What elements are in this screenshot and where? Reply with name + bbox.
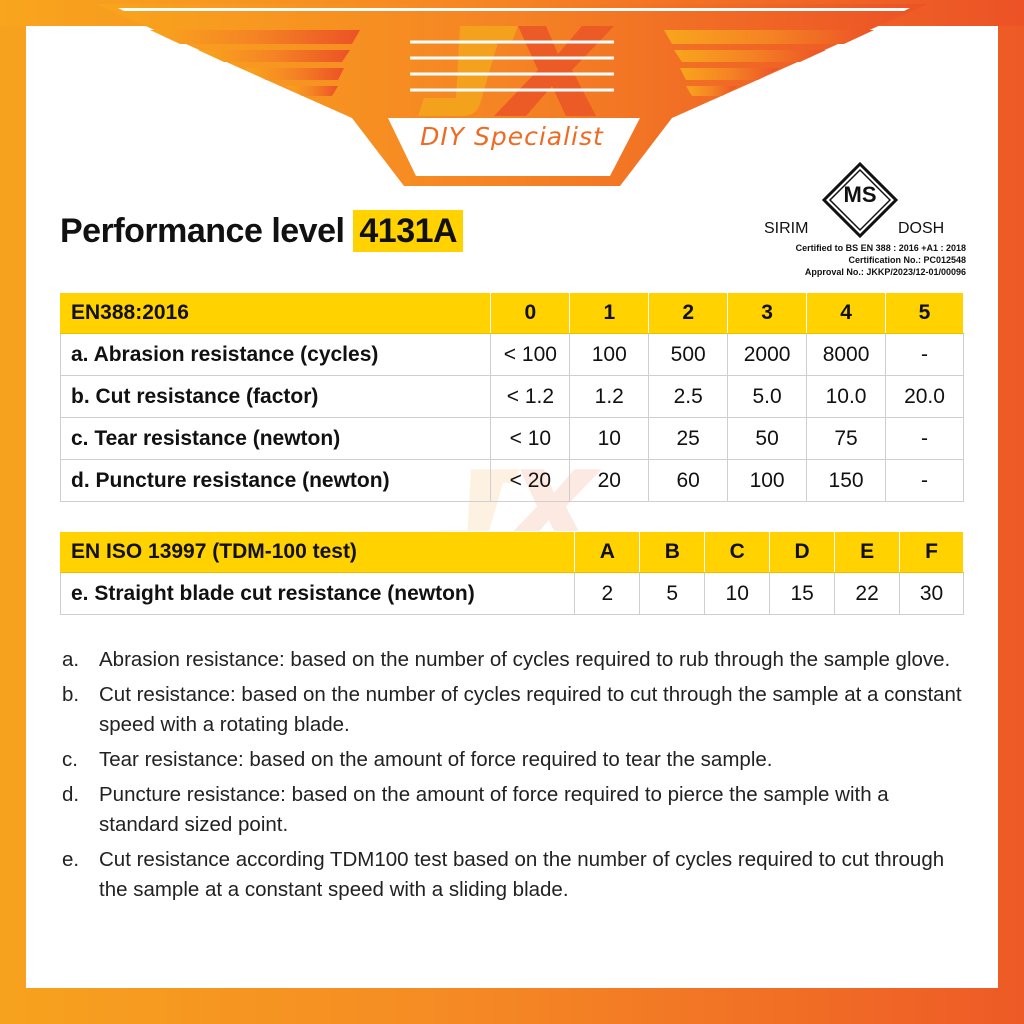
table-row	[61, 376, 964, 418]
table-cell: 2	[575, 573, 640, 615]
note-marker: a.	[62, 648, 80, 671]
table-row	[61, 334, 964, 376]
table-cell: 60	[649, 460, 728, 502]
note-text: Abrasion resistance: based on the number of cycles required to rub through the sample glove.	[99, 648, 951, 671]
level-header-5: 5	[886, 293, 964, 334]
list-item	[62, 845, 972, 905]
table-cell: 2000	[728, 334, 807, 376]
note-text: Puncture resistance: based on the amount of force required to pierce the sample with a standard sized point.	[99, 783, 889, 836]
level-header-3: 3	[728, 293, 807, 334]
note-marker: d.	[62, 783, 80, 806]
row-label: b. Cut resistance (factor)	[61, 376, 491, 418]
row-label: d. Puncture resistance (newton)	[61, 460, 491, 502]
page-title	[60, 212, 463, 251]
grade-header-f: F	[900, 532, 964, 573]
note-text: Tear resistance: based on the amount of force required to tear the sample.	[99, 748, 773, 771]
table-cell: < 1.2	[491, 376, 570, 418]
level-header-0: 0	[491, 293, 570, 334]
table-cell: 22	[835, 573, 900, 615]
cert-line-number: Certification No.: PC012548	[848, 255, 966, 265]
table-cell: 8000	[807, 334, 886, 376]
list-item	[62, 780, 972, 840]
title-prefix: Performance level	[60, 212, 345, 250]
table-cell: 100	[570, 334, 649, 376]
table-cell: < 20	[491, 460, 570, 502]
table-cell: 5.0	[728, 376, 807, 418]
table-row	[61, 573, 964, 615]
jx-logo-icon	[400, 20, 624, 120]
level-header-4: 4	[807, 293, 886, 334]
table-cell: -	[886, 334, 964, 376]
table-cell: 5	[640, 573, 705, 615]
cert-line-standard: Certified to BS EN 388 : 2016 +A1 : 2018	[795, 243, 966, 253]
grade-header-c: C	[705, 532, 770, 573]
list-item	[62, 745, 972, 775]
level-header-1: 1	[570, 293, 649, 334]
performance-level-badge: 4131A	[353, 210, 463, 252]
table-cell: 2.5	[649, 376, 728, 418]
table-cell: < 100	[491, 334, 570, 376]
table-cell: 10	[705, 573, 770, 615]
note-marker: c.	[62, 748, 78, 771]
grade-header-e: E	[835, 532, 900, 573]
table-cell: 50	[728, 418, 807, 460]
row-label: a. Abrasion resistance (cycles)	[61, 334, 491, 376]
table-cell: 20	[570, 460, 649, 502]
table-row	[61, 460, 964, 502]
certification-block	[740, 160, 980, 278]
row-label: e. Straight blade cut resistance (newton)	[61, 573, 575, 615]
table-cell: 15	[770, 573, 835, 615]
table-cell: 1.2	[570, 376, 649, 418]
table-cell: 500	[649, 334, 728, 376]
row-label: c. Tear resistance (newton)	[61, 418, 491, 460]
ms-logo-text: MS	[843, 182, 877, 207]
notes-list	[62, 645, 972, 910]
table-cell: 25	[649, 418, 728, 460]
level-header-2: 2	[649, 293, 728, 334]
table-cell: 100	[728, 460, 807, 502]
table-cell: 75	[807, 418, 886, 460]
table-cell: 10.0	[807, 376, 886, 418]
table-cell: 30	[900, 573, 964, 615]
sirim-label: SIRIM	[764, 220, 809, 237]
en388-header-label: EN388:2016	[61, 293, 491, 334]
iso13997-table	[60, 531, 964, 615]
brand-tagline: DIY Specialist	[420, 122, 604, 151]
table-cell: -	[886, 460, 964, 502]
table-cell: < 10	[491, 418, 570, 460]
list-item	[62, 645, 972, 675]
note-marker: e.	[62, 848, 80, 871]
dosh-label: DOSH	[898, 220, 945, 237]
table-row	[61, 418, 964, 460]
grade-header-d: D	[770, 532, 835, 573]
en388-header-row	[61, 293, 964, 334]
grade-header-a: A	[575, 532, 640, 573]
list-item	[62, 680, 972, 740]
iso-header-row	[61, 532, 964, 573]
table-cell: -	[886, 418, 964, 460]
table-cell: 10	[570, 418, 649, 460]
table-cell: 20.0	[886, 376, 964, 418]
note-marker: b.	[62, 683, 80, 706]
en388-table	[60, 292, 964, 502]
grade-header-b: B	[640, 532, 705, 573]
table-cell: 150	[807, 460, 886, 502]
note-text: Cut resistance: based on the number of cycles required to cut through the sample at a constant speed with a rotating blade.	[99, 683, 962, 736]
iso-header-label: EN ISO 13997 (TDM-100 test)	[61, 532, 575, 573]
note-text: Cut resistance according TDM100 test based on the number of cycles required to cut through the sample at a constant speed with a sliding blade.	[99, 848, 945, 901]
cert-line-approval: Approval No.: JKKP/2023/12-01/00096	[804, 267, 966, 277]
